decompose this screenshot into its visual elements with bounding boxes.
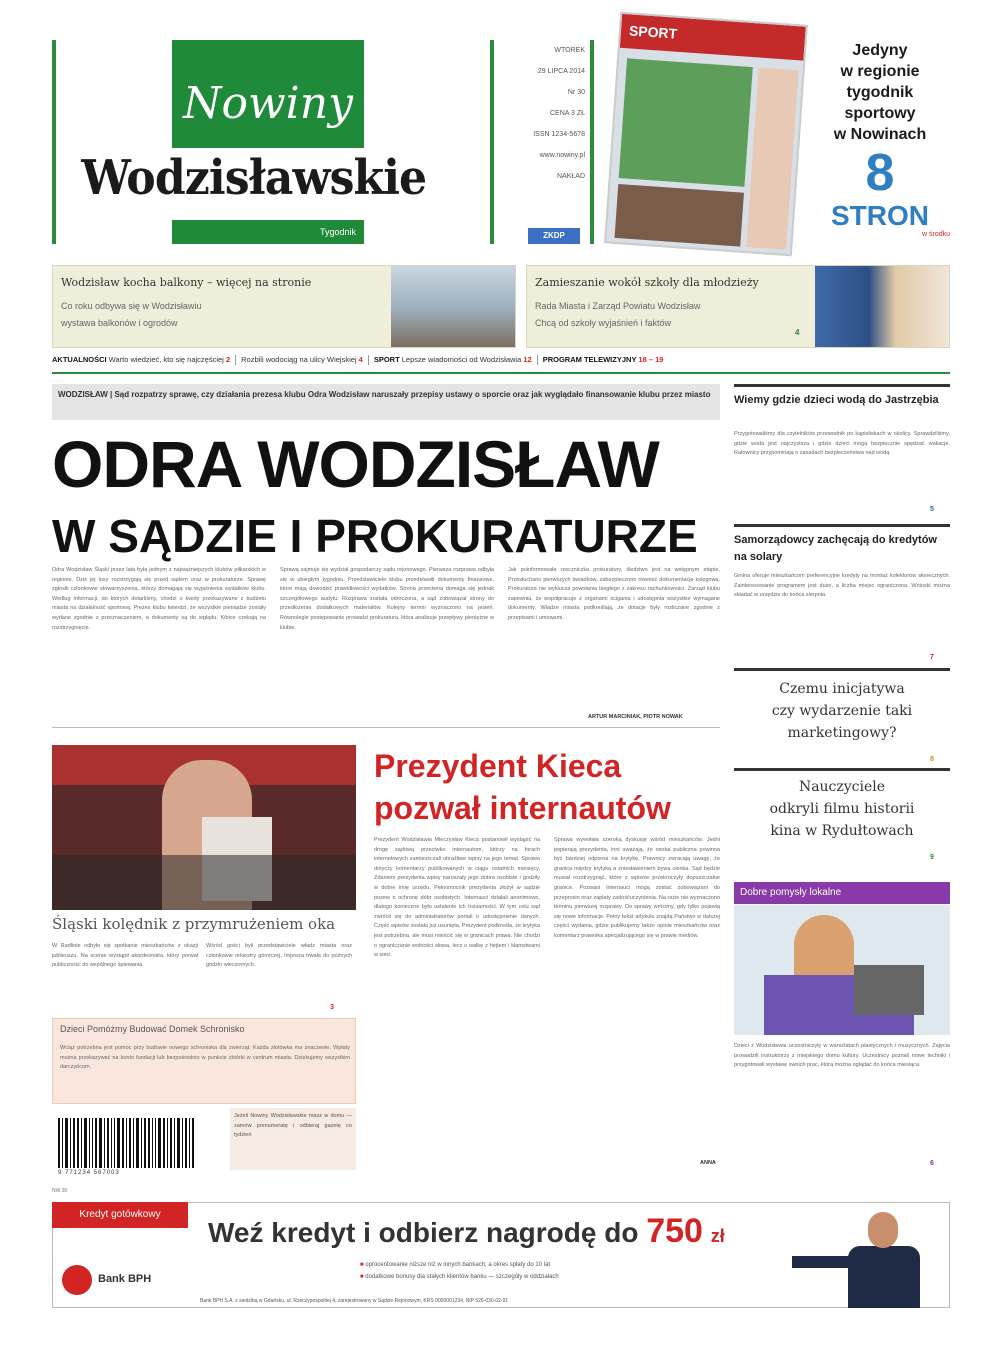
barcode-bar [126, 1118, 127, 1168]
index-rule [52, 372, 950, 374]
barcode-bar [148, 1118, 150, 1168]
teaser-photo [391, 266, 515, 347]
issue-info [505, 40, 585, 187]
logo-sub-text: Tygodnik [172, 220, 364, 244]
second-author: ANNA [700, 1160, 716, 1166]
photo-story-page-ref: 3 [330, 1004, 334, 1011]
second-body-col-1: Prezydent Wodzisławia Mieczysław Kieca postanowił wystąpić na drogę sądową przeciwko internautom, którzy na forach internetowych zamieszczali obraźliwe wpisy na jego temat. Sprawa dotyczy komentarzy publikowanych w ciągu ostatnich miesięcy. Zdaniem prezydenta wpisy naruszały jego dobra osobiste i godziły w dobre imię urzędu. Pełnomocnik prezydenta złożył w sądzie pozew o ochronę dóbr osobistych. Internauci działali anonimowo, dlatego konieczne było ustalenie ich tożsamości. W tym celu sąd zwrócił się do administratorów portali o udostępnienie danych. Część wpisów została już usunięta. Prezydent podkreśla, że krytyka jest potrzebna, ale musi mieścić się w granicach prawa. Nie chodzi o ograniczanie wolności słowa, lecz o walkę z hejtem i kłamstwami w sieci. [374, 837, 540, 959]
charity-body: Wciąż potrzebna jest pomoc przy budowie nowego schroniska dla zwierząt. Każda złotówka ma znaczenie. Wpłaty można przekazywać na konto fundacji lub bezpośrednio w punkcie zbiórki w centrum miasta. Dziękujemy wszystkim darczyńcom. [60, 1045, 350, 1071]
barcode-bar [89, 1118, 90, 1168]
photo-story-caption[interactable]: Śląski kolędnik z przymrużeniem oka [52, 915, 336, 933]
barcode-bar [192, 1118, 194, 1168]
barcode-bar [155, 1118, 156, 1168]
barcode-bar [182, 1118, 183, 1168]
issue-info-line: Nr 30 [567, 89, 585, 96]
index-item[interactable]: AKTUALNOŚCI Warto wiedzieć, kto się najczęściej 2 [52, 355, 231, 364]
charity-title: Dzieci Pomóżmy Budować Domek Schronisko [60, 1024, 245, 1034]
barcode-bar [107, 1118, 109, 1168]
rc-item1-body: Przygotowaliśmy dla czytelników przewodnik po kąpieliskach w okolicy. Sprawdziliśmy, gdzie woda jest najczystsza i gdzie dzieci mogą bezpiecznie spędzać wakacje. Ratownicy przypominają o zasadach bezpieczeństwa nad wodą. [734, 431, 950, 457]
teaser-photo [815, 266, 949, 347]
logo-top-text: Nowiny [183, 78, 353, 129]
sport-supplement-cover[interactable] [604, 12, 808, 257]
ad-bullet-1: ■ oprocentowanie niższe niż w innych bankach, a okres spłaty do 10 lat [360, 1262, 550, 1268]
second-headline[interactable]: Prezydent Kieca pozwał internautów [374, 748, 671, 826]
lead-body-col-3: Jak poinformowała rzeczniczka prokuratury, śledztwo jest na wstępnym etapie. Przesłuchano pierwszych świadków, zabezpieczono również dokumentację księgową. Prokuratura nie wyklucza powołania biegłego z zakresu rachunkowości. Zarząd klubu zapewnia, że współpracuje z organami ścigania i udostępnia wszystkie wymagane dokumenty. Władze miasta podkreślają, że dotacje były rozliczane zgodnie z przepisami i umowami. [508, 567, 720, 621]
masthead-rule-mid [490, 40, 494, 244]
index-separator [537, 355, 538, 365]
promo-line: w regionie [840, 63, 920, 80]
barcode-bar [73, 1118, 75, 1168]
bank-name: Bank BPH [98, 1273, 152, 1285]
barcode-bar [122, 1118, 124, 1168]
subscription-note: Jeżeli Nowiny Wodzisławskie masz w domu — zamów prenumeratę i odbieraj gazetę co tydzień [230, 1108, 356, 1170]
lead-body-col-2: Sprawą zajmuje się wydział gospodarczy sądu rejonowego. Pierwsza rozprawa odbyła się w ubiegłym tygodniu. Przedstawiciele klubu przedstawili dokumenty finansowe, które mają dowodzić prawidłowości wydatków. Strona przeciwna domaga się jednak szczegółowego audytu. Rozprawa została odroczona, a sąd zobowiązał strony do przedłożenia dodatkowych materiałów. Kolejny termin wyznaczono na jesień. Równolegle postępowanie prowadzi prokuratura, która analizuje przepływy pieniężne w klubie. [280, 567, 494, 631]
index-item[interactable]: PROGRAM TELEWIZYJNY 18 – 19 [542, 355, 664, 364]
lead-kicker: WODZISŁAW | Sąd rozpatrzy sprawę, czy działania prezesa klubu Odra Wodzisław naruszały przepisy ustawy o sporcie oraz jak wyglądało finansowanie klubu przez miasto [52, 384, 720, 420]
teaser-text: Co roku odbywa się w Wodzisławiu wystawa balkonów i ogrodów [61, 301, 202, 328]
ad-amount: 750 [646, 1212, 703, 1250]
promo-text [810, 40, 950, 145]
rc-item2-body: Gmina oferuje mieszkańcom preferencyjne kredyty na montaż kolektorów słonecznych. Zainteresowanie programem jest duże, a liczba miejsc ograniczona. Wnioski można składać w urzędzie do końca sierpnia. [734, 573, 950, 599]
barcode-bar [189, 1118, 190, 1168]
teaser-text: Rada Miasta i Zarząd Powiatu Wodzisław Chcą od szkoły wyjaśnień i faktów [535, 301, 701, 328]
barcode-bar [174, 1118, 175, 1168]
promo-line: tygodnik [846, 84, 914, 101]
rc-item4-page: 9 [930, 854, 934, 861]
rc-rule-3 [734, 668, 950, 671]
lead-headline[interactable]: ODRA WODZISŁAW [52, 427, 659, 501]
masthead-rule-right [590, 40, 594, 244]
cover-bottom-photos [615, 184, 744, 247]
barcode-bar [117, 1118, 120, 1168]
barcode-bar [170, 1118, 172, 1168]
promo-line: Jedyny [852, 42, 908, 59]
index-separator [235, 355, 236, 365]
ad-legal-text: Bank BPH S.A. z siedzibą w Gdańsku, ul. Rzeczypospolitej 4, zarejestrowany w Sądzie Rejonowym, KRS 0000001234, NIP 526-030-02-91 [200, 1298, 509, 1304]
rc-item5-page: 6 [930, 1160, 934, 1167]
issue-info-line: www.nowiny.pl [539, 152, 585, 159]
barcode-bar [152, 1118, 153, 1168]
barcode-bar [185, 1118, 187, 1168]
ad-tag: Kredyt gotówkowy [52, 1202, 188, 1228]
logo-main-text: Wodzisławskie [81, 150, 427, 206]
lead-body-col-1: Odra Wodzisław Śląski przez lata była jednym z najważniejszych klubów piłkarskich w regionie. Dziś jej losy rozstrzygają się przed sądem oraz w prokuraturze. Sprawę zgłosili członkowie stowarzyszenia, którzy domagają się wyjaśnienia wydatków klubu. Według informacji, do których dotarliśmy, chodzi o kwoty przekazywane z budżetu miasta na działalność sportową. Prezes klubu twierdzi, że wszystkie pieniądze zostały wydane zgodnie z przeznaczeniem, a dokumenty są do wglądu. Kibice czekają na rozstrzygnięcie. [52, 567, 266, 631]
second-body-col-2: Sprawa wywołała szeroką dyskusję wśród mieszkańców. Jedni popierają prezydenta, inni uważają, że osoba publiczna powinna być bardziej odporna na krytykę. Prawnicy zwracają uwagę, że granica między krytyką a zniesławieniem bywa cienka. Sąd będzie musiał rozstrzygnąć, które z wpisów przekroczyły dopuszczalne granice. Pozwani internauci mogą zostać zobowiązani do przeprosin oraz zapłaty zadośćuczynienia. Na razie nie wyznaczono terminu pierwszej rozprawy. Do sprawy wrócimy, gdy tylko pojawią się nowe informacje. Pełny tekst artykułu znajdą Państwo w dalszej części wydania, gdzie publikujemy także opinie mieszkańców oraz komentarz prawnika specjalizującego się w prawie mediów. [554, 837, 720, 939]
photo-instrument [854, 965, 924, 1015]
lead-author: ARTUR MARCINIAK, PIOTR NOWAK [588, 714, 683, 720]
issue-info-line: 29 LIPCA 2014 [537, 68, 585, 75]
barcode-number: 9 771234 567003 [58, 1170, 120, 1176]
rc-rule-1 [734, 384, 950, 387]
index-item[interactable]: SPORT Lepsze wiadomości od Wodzisławia 12 [373, 355, 532, 364]
barcode-bar [77, 1118, 79, 1168]
cover-photo-football [619, 58, 753, 186]
promo-stron: STRON [831, 200, 929, 231]
rc-rule-4 [734, 768, 950, 771]
promo-line: w Nowinach [833, 126, 927, 143]
barcode-bar [65, 1118, 68, 1168]
barcode-bar [144, 1118, 146, 1168]
masthead-rule-left [52, 40, 56, 244]
barcode-bar [84, 1118, 87, 1168]
barcode-bar [92, 1118, 93, 1168]
issue-info-line: CENA 3 ZŁ [549, 110, 585, 117]
promo-number: 8 [865, 144, 895, 202]
barcode-bar [62, 1118, 63, 1168]
barcode-bar [114, 1118, 115, 1168]
barcode-bar [111, 1118, 112, 1168]
photo-crowd [52, 855, 356, 910]
barcode-bar [129, 1118, 131, 1168]
cover-side-photos [746, 68, 798, 250]
ad-person-photo [840, 1212, 926, 1308]
rc-item2-title[interactable]: Samorządowcy zachęcają do kredytów na solary [734, 534, 937, 563]
barcode-bar [99, 1118, 102, 1168]
ad-headline[interactable]: Weź kredyt i odbierz nagrodę do 750 zł [208, 1212, 725, 1250]
barcode-bar [81, 1118, 82, 1168]
rc-item4[interactable]: Nauczyciele odkryli filmu historii kina w Rydułtowach [769, 779, 915, 839]
teaser-page-ref: 4 [795, 328, 800, 337]
ad-currency: zł [710, 1226, 725, 1246]
promo-sub: w środku [921, 231, 950, 238]
issue-info-line: NAKŁAD [556, 173, 585, 180]
barcode-bar [167, 1118, 168, 1168]
barcode-bar [177, 1118, 180, 1168]
barcode-bar [95, 1118, 97, 1168]
index-item[interactable]: Rozbili wodociąg na ulicy Wiejskiej 4 [241, 355, 363, 364]
barcode-bar [136, 1118, 139, 1168]
index-bar [52, 351, 950, 369]
barcode-bar [163, 1118, 165, 1168]
rc-item3-page: 8 [930, 756, 934, 763]
lead-rule [52, 727, 720, 728]
promo-line: sportowy [844, 105, 916, 122]
barcode-bar [158, 1118, 161, 1168]
accordion-player-photo[interactable] [52, 745, 356, 910]
rc-item5-body: Dzieci z Wodzisławia uczestniczyły w warsztatach plastycznych i muzycznych. Zajęcia prowadzili instruktorzy z miejskiego domu kultury. Uczestnicy poznali nowe techniki i przygotowali wystawę swoich prac, którą można oglądać do końca miesiąca. [734, 1043, 950, 1069]
barcode-bar [70, 1118, 71, 1168]
rc-item1-page: 5 [930, 506, 934, 513]
music-lesson-photo[interactable] [734, 905, 950, 1035]
rc-rule-2 [734, 524, 950, 527]
lead-subheadline[interactable]: W SĄDZIE I PROKURATURZE [52, 510, 698, 562]
photo-story-col-2: Wśród gości byli przedstawiciele władz miasta oraz członkowie orkiestry górniczej. Impreza trwała do późnych godzin wieczornych. [206, 943, 352, 969]
rc-item3[interactable]: Czemu inicjatywa czy wydarzenie taki marketingowy? [771, 681, 913, 741]
teaser-szkola[interactable] [526, 265, 950, 348]
photo-story-col-1: W Radlinie odbyło się spotkanie mieszkańców z okazji jubileuszu. Na scenie wystąpił akordeonista, który porwał publiczność do wspólnego śpiewania. [52, 943, 198, 969]
teaser-title: Wodzisław kocha balkony – więcej na stronie [61, 276, 312, 289]
teaser-title: Zamieszanie wokół szkoły dla młodzieży [535, 276, 759, 289]
sport-promo [810, 40, 950, 238]
rc-item1-title[interactable]: Wiemy gdzie dzieci wodą do Jastrzębia [734, 394, 939, 406]
cover-band: SPORT [620, 14, 806, 61]
barcode-bar [104, 1118, 105, 1168]
rc-item5-bar[interactable]: Dobre pomysły lokalne [734, 882, 950, 904]
barcode-bar [58, 1118, 60, 1168]
ad-bullet-2: ■ dodatkowe bonusy dla stałych klientów banku — szczegóły w oddziałach [360, 1274, 559, 1280]
bank-logo-icon [62, 1265, 92, 1295]
footer-meta: NW 30 [52, 1188, 68, 1194]
barcode [58, 1118, 218, 1168]
index-separator [368, 355, 369, 365]
issue-info-line: ISSN 1234-5678 [533, 131, 585, 138]
barcode-bar [133, 1118, 134, 1168]
barcode-bar [141, 1118, 142, 1168]
teaser-balkony[interactable] [52, 265, 516, 348]
rc-item2-page: 7 [930, 654, 934, 661]
issue-info-line: WTOREK [554, 47, 585, 54]
audit-logo: ZKDP [528, 228, 580, 244]
